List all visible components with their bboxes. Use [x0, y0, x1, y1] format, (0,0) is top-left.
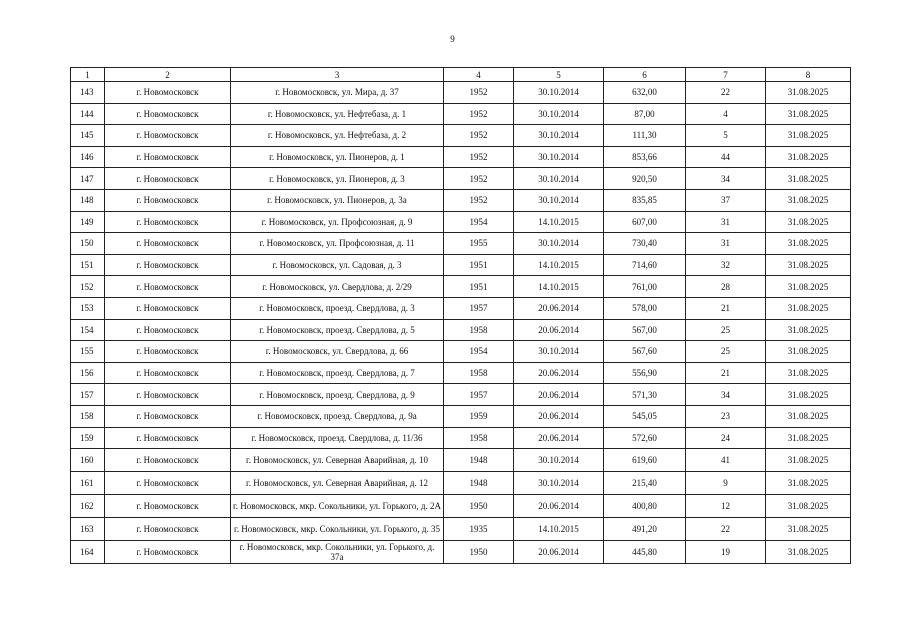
- row-number: 162: [71, 495, 105, 518]
- address-cell: г. Новомосковск, мкр. Сокольники, ул. Горького, д. 2А: [231, 495, 444, 518]
- residents-cell: 31: [686, 211, 766, 233]
- address-cell: г. Новомосковск, мкр. Сокольники, ул. Горького, д. 35: [231, 518, 444, 541]
- deadline-cell: 31.08.2025: [766, 211, 851, 233]
- residents-cell: 31: [686, 233, 766, 255]
- city-cell: г. Новомосковск: [105, 472, 231, 495]
- residents-cell: 22: [686, 82, 766, 104]
- table-row: [71, 472, 851, 495]
- city-cell: г. Новомосковск: [105, 405, 231, 427]
- city-cell: г. Новомосковск: [105, 233, 231, 255]
- year-cell: 1952: [444, 189, 514, 211]
- date-cell: 30.10.2014: [514, 449, 604, 472]
- date-cell: 30.10.2014: [514, 82, 604, 104]
- address-cell: г. Новомосковск, ул. Нефтебаза, д. 1: [231, 103, 444, 125]
- address-cell: г. Новомосковск, ул. Свердлова, д. 66: [231, 341, 444, 363]
- row-number: 148: [71, 189, 105, 211]
- year-cell: 1957: [444, 297, 514, 319]
- area-cell: 556,90: [604, 362, 686, 384]
- area-cell: 578,00: [604, 297, 686, 319]
- area-cell: 545,05: [604, 405, 686, 427]
- area-cell: 445,80: [604, 541, 686, 564]
- address-cell: г. Новомосковск, проезд. Свердлова, д. 11/36: [231, 427, 444, 449]
- year-cell: 1952: [444, 82, 514, 104]
- deadline-cell: 31.08.2025: [766, 518, 851, 541]
- table-row: [71, 449, 851, 472]
- year-cell: 1950: [444, 541, 514, 564]
- column-header: 5: [514, 68, 604, 82]
- year-cell: 1952: [444, 146, 514, 168]
- year-cell: 1951: [444, 276, 514, 298]
- column-header: 8: [766, 68, 851, 82]
- address-cell: г. Новомосковск, ул. Свердлова, д. 2/29: [231, 276, 444, 298]
- residents-cell: 41: [686, 449, 766, 472]
- year-cell: 1958: [444, 362, 514, 384]
- table-row: [71, 189, 851, 211]
- table-row: [71, 82, 851, 104]
- deadline-cell: 31.08.2025: [766, 276, 851, 298]
- date-cell: 20.06.2014: [514, 541, 604, 564]
- address-cell: г. Новомосковск, ул. Садовая, д. 3: [231, 254, 444, 276]
- deadline-cell: 31.08.2025: [766, 362, 851, 384]
- area-cell: 853,66: [604, 146, 686, 168]
- city-cell: г. Новомосковск: [105, 495, 231, 518]
- year-cell: 1948: [444, 449, 514, 472]
- residents-cell: 9: [686, 472, 766, 495]
- date-cell: 30.10.2014: [514, 233, 604, 255]
- residents-cell: 25: [686, 341, 766, 363]
- address-cell: г. Новомосковск, ул. Мира, д. 37: [231, 82, 444, 104]
- row-number: 157: [71, 384, 105, 406]
- year-cell: 1954: [444, 341, 514, 363]
- area-cell: 567,00: [604, 319, 686, 341]
- address-cell: г. Новомосковск, проезд. Свердлова, д. 7: [231, 362, 444, 384]
- deadline-cell: 31.08.2025: [766, 168, 851, 190]
- table-row: [71, 297, 851, 319]
- row-number: 156: [71, 362, 105, 384]
- address-cell: г. Новомосковск, проезд. Свердлова, д. 5: [231, 319, 444, 341]
- page-number: 9: [450, 34, 455, 44]
- area-cell: 571,30: [604, 384, 686, 406]
- deadline-cell: 31.08.2025: [766, 541, 851, 564]
- row-number: 154: [71, 319, 105, 341]
- table-row: [71, 541, 851, 564]
- address-cell: г. Новомосковск, ул. Пионеров, д. 3: [231, 168, 444, 190]
- area-cell: 400,80: [604, 495, 686, 518]
- residents-cell: 32: [686, 254, 766, 276]
- residents-cell: 21: [686, 297, 766, 319]
- residents-cell: 22: [686, 518, 766, 541]
- column-header: 7: [686, 68, 766, 82]
- table-row: [71, 211, 851, 233]
- area-cell: 567,60: [604, 341, 686, 363]
- area-cell: 87,00: [604, 103, 686, 125]
- date-cell: 20.06.2014: [514, 495, 604, 518]
- row-number: 158: [71, 405, 105, 427]
- date-cell: 14.10.2015: [514, 254, 604, 276]
- residents-cell: 25: [686, 319, 766, 341]
- residents-cell: 23: [686, 405, 766, 427]
- city-cell: г. Новомосковск: [105, 541, 231, 564]
- residents-cell: 44: [686, 146, 766, 168]
- table-row: [71, 495, 851, 518]
- column-header: 3: [231, 68, 444, 82]
- row-number: 160: [71, 449, 105, 472]
- address-cell: г. Новомосковск, ул. Профсоюзная, д. 11: [231, 233, 444, 255]
- table-row: [71, 518, 851, 541]
- city-cell: г. Новомосковск: [105, 449, 231, 472]
- table-row: [71, 254, 851, 276]
- area-cell: 920,50: [604, 168, 686, 190]
- residents-cell: 37: [686, 189, 766, 211]
- area-cell: 730,40: [604, 233, 686, 255]
- deadline-cell: 31.08.2025: [766, 384, 851, 406]
- area-cell: 632,00: [604, 82, 686, 104]
- row-number: 143: [71, 82, 105, 104]
- year-cell: 1951: [444, 254, 514, 276]
- column-header: 1: [71, 68, 105, 82]
- table-row: [71, 146, 851, 168]
- deadline-cell: 31.08.2025: [766, 189, 851, 211]
- row-number: 145: [71, 125, 105, 147]
- city-cell: г. Новомосковск: [105, 297, 231, 319]
- area-cell: 491,20: [604, 518, 686, 541]
- table-row: [71, 233, 851, 255]
- year-cell: 1959: [444, 405, 514, 427]
- row-number: 149: [71, 211, 105, 233]
- residents-cell: 12: [686, 495, 766, 518]
- year-cell: 1954: [444, 211, 514, 233]
- year-cell: 1952: [444, 103, 514, 125]
- area-cell: 714,60: [604, 254, 686, 276]
- table-row: [71, 168, 851, 190]
- city-cell: г. Новомосковск: [105, 82, 231, 104]
- date-cell: 14.10.2015: [514, 518, 604, 541]
- date-cell: 30.10.2014: [514, 103, 604, 125]
- city-cell: г. Новомосковск: [105, 276, 231, 298]
- deadline-cell: 31.08.2025: [766, 495, 851, 518]
- row-number: 152: [71, 276, 105, 298]
- city-cell: г. Новомосковск: [105, 146, 231, 168]
- deadline-cell: 31.08.2025: [766, 319, 851, 341]
- city-cell: г. Новомосковск: [105, 168, 231, 190]
- date-cell: 30.10.2014: [514, 168, 604, 190]
- city-cell: г. Новомосковск: [105, 189, 231, 211]
- housing-table: [70, 67, 851, 564]
- row-number: 146: [71, 146, 105, 168]
- city-cell: г. Новомосковск: [105, 362, 231, 384]
- deadline-cell: 31.08.2025: [766, 103, 851, 125]
- deadline-cell: 31.08.2025: [766, 449, 851, 472]
- area-cell: 572,60: [604, 427, 686, 449]
- date-cell: 30.10.2014: [514, 472, 604, 495]
- residents-cell: 34: [686, 168, 766, 190]
- address-cell: г. Новомосковск, мкр. Сокольники, ул. Горького, д. 37а: [231, 541, 444, 564]
- year-cell: 1952: [444, 168, 514, 190]
- deadline-cell: 31.08.2025: [766, 427, 851, 449]
- column-header: 4: [444, 68, 514, 82]
- area-cell: 215,40: [604, 472, 686, 495]
- column-header: 2: [105, 68, 231, 82]
- address-cell: г. Новомосковск, ул. Пионеров, д. 1: [231, 146, 444, 168]
- date-cell: 20.06.2014: [514, 427, 604, 449]
- row-number: 150: [71, 233, 105, 255]
- date-cell: 14.10.2015: [514, 211, 604, 233]
- year-cell: 1958: [444, 427, 514, 449]
- city-cell: г. Новомосковск: [105, 103, 231, 125]
- date-cell: 30.10.2014: [514, 146, 604, 168]
- city-cell: г. Новомосковск: [105, 384, 231, 406]
- table-row: [71, 427, 851, 449]
- deadline-cell: 31.08.2025: [766, 472, 851, 495]
- row-number: 159: [71, 427, 105, 449]
- residents-cell: 5: [686, 125, 766, 147]
- year-cell: 1952: [444, 125, 514, 147]
- row-number: 147: [71, 168, 105, 190]
- area-cell: 607,00: [604, 211, 686, 233]
- row-number: 144: [71, 103, 105, 125]
- residents-cell: 24: [686, 427, 766, 449]
- table-row: [71, 384, 851, 406]
- row-number: 151: [71, 254, 105, 276]
- date-cell: 20.06.2014: [514, 384, 604, 406]
- area-cell: 111,30: [604, 125, 686, 147]
- city-cell: г. Новомосковск: [105, 254, 231, 276]
- city-cell: г. Новомосковск: [105, 341, 231, 363]
- year-cell: 1955: [444, 233, 514, 255]
- table-row: [71, 319, 851, 341]
- deadline-cell: 31.08.2025: [766, 82, 851, 104]
- residents-cell: 21: [686, 362, 766, 384]
- address-cell: г. Новомосковск, проезд. Свердлова, д. 9а: [231, 405, 444, 427]
- deadline-cell: 31.08.2025: [766, 405, 851, 427]
- deadline-cell: 31.08.2025: [766, 254, 851, 276]
- date-cell: 20.06.2014: [514, 297, 604, 319]
- date-cell: 14.10.2015: [514, 276, 604, 298]
- date-cell: 20.06.2014: [514, 362, 604, 384]
- date-cell: 30.10.2014: [514, 189, 604, 211]
- date-cell: 30.10.2014: [514, 341, 604, 363]
- residents-cell: 28: [686, 276, 766, 298]
- column-header: 6: [604, 68, 686, 82]
- row-number: 161: [71, 472, 105, 495]
- deadline-cell: 31.08.2025: [766, 341, 851, 363]
- area-cell: 619,60: [604, 449, 686, 472]
- deadline-cell: 31.08.2025: [766, 146, 851, 168]
- table-row: [71, 276, 851, 298]
- address-cell: г. Новомосковск, ул. Северная Аварийная, д. 12: [231, 472, 444, 495]
- row-number: 164: [71, 541, 105, 564]
- address-cell: г. Новомосковск, ул. Пионеров, д. 3а: [231, 189, 444, 211]
- table-row: [71, 103, 851, 125]
- residents-cell: 34: [686, 384, 766, 406]
- address-cell: г. Новомосковск, ул. Северная Аварийная, д. 10: [231, 449, 444, 472]
- date-cell: 20.06.2014: [514, 319, 604, 341]
- city-cell: г. Новомосковск: [105, 211, 231, 233]
- table-row: [71, 125, 851, 147]
- residents-cell: 19: [686, 541, 766, 564]
- address-cell: г. Новомосковск, ул. Нефтебаза, д. 2: [231, 125, 444, 147]
- deadline-cell: 31.08.2025: [766, 233, 851, 255]
- area-cell: 835,85: [604, 189, 686, 211]
- date-cell: 30.10.2014: [514, 125, 604, 147]
- address-cell: г. Новомосковск, ул. Профсоюзная, д. 9: [231, 211, 444, 233]
- city-cell: г. Новомосковск: [105, 319, 231, 341]
- row-number: 155: [71, 341, 105, 363]
- residents-cell: 4: [686, 103, 766, 125]
- city-cell: г. Новомосковск: [105, 427, 231, 449]
- table-row: [71, 362, 851, 384]
- row-number: 163: [71, 518, 105, 541]
- year-cell: 1935: [444, 518, 514, 541]
- table-header-row: [71, 68, 851, 82]
- row-number: 153: [71, 297, 105, 319]
- table-row: [71, 405, 851, 427]
- year-cell: 1950: [444, 495, 514, 518]
- deadline-cell: 31.08.2025: [766, 125, 851, 147]
- year-cell: 1957: [444, 384, 514, 406]
- table-row: [71, 341, 851, 363]
- address-cell: г. Новомосковск, проезд. Свердлова, д. 9: [231, 384, 444, 406]
- year-cell: 1958: [444, 319, 514, 341]
- address-cell: г. Новомосковск, проезд. Свердлова, д. 3: [231, 297, 444, 319]
- deadline-cell: 31.08.2025: [766, 297, 851, 319]
- city-cell: г. Новомосковск: [105, 125, 231, 147]
- city-cell: г. Новомосковск: [105, 518, 231, 541]
- date-cell: 20.06.2014: [514, 405, 604, 427]
- area-cell: 761,00: [604, 276, 686, 298]
- year-cell: 1948: [444, 472, 514, 495]
